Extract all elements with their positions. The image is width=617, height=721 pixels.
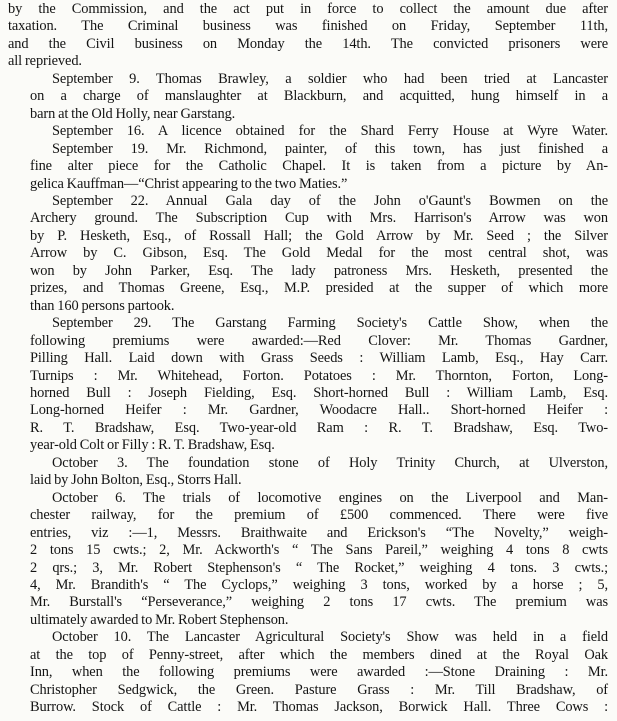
text-line: Arrow by C. Gibson, Esq. The Gold Medal for the most central shot, was — [30, 245, 608, 262]
text-line: on a charge of manslaughter at Blackburn, and acquitted, hung himself in a — [30, 88, 608, 105]
paragraph-september-22 — [8, 193, 608, 315]
text-column — [8, 1, 608, 717]
text-line: prizes, and Thomas Greene, Esq., M.P. presided at the supper of which more — [30, 280, 608, 297]
text-line: barn at the Old Holly, near Garstang. — [30, 105, 236, 122]
text-line: all reprieved. — [8, 53, 82, 70]
text-line: September 9. Thomas Brawley, a soldier who had been tried at Lancaster — [52, 70, 608, 87]
text-line: R. T. Bradshaw, Esq. Two-year-old Ram : R. T. Bradshaw, Esq. Two- — [30, 419, 608, 436]
text-line: fine alter piece for the Catholic Chapel. It is taken from a picture by An- — [30, 158, 608, 175]
paragraph-october-10 — [8, 629, 608, 716]
text-line: by the Commission, and the act put in force to collect the amount due after — [8, 1, 608, 17]
text-line: Burrow. Stock of Cattle : Mr. Thomas Jackson, Borwick Hall. Three Cows : — [30, 699, 608, 716]
text-line: September 16. A licence obtained for the Shard Ferry House at Wyre Water. — [52, 123, 608, 140]
text-line: and the Civil business on Monday the 14th. The convicted prisoners were — [8, 35, 608, 52]
paragraph-commission — [8, 1, 608, 71]
text-line: September 22. Annual Gala day of the John o'Gaunt's Bowmen on the — [52, 192, 608, 209]
text-line: following premiums were awarded:—Red Clover: Mr. Thomas Gardner, — [30, 332, 608, 349]
paragraph-september-29 — [8, 315, 608, 455]
text-line: October 10. The Lancaster Agricultural Society's Show was held in a field — [52, 629, 608, 646]
paragraph-september-16 — [8, 123, 608, 140]
text-line: won by John Parker, Esq. The lady patroness Mrs. Hesketh, presented the — [30, 262, 608, 279]
text-line: September 29. The Garstang Farming Society's Cattle Show, when the — [52, 315, 608, 332]
text-line: October 3. The foundation stone of Holy Trinity Church, at Ulverston, — [52, 454, 608, 471]
text-line: 2 tons 15 cwts.; 2, Mr. Ackworth's “ The Sans Pareil,” weighing 4 tons 8 cwts — [30, 542, 608, 559]
text-line: chester railway, for the premium of £500 commenced. There were five — [30, 507, 608, 524]
text-line: taxation. The Criminal business was finished on Friday, September 11th, — [8, 18, 608, 35]
paragraph-september-9 — [8, 71, 608, 123]
text-line: Inn, when the following premiums were awarded :—Stone Draining : Mr. — [30, 664, 608, 681]
text-line: Archery ground. The Subscription Cup with Mrs. Harrison's Arrow was won — [30, 210, 608, 227]
text-line: Turnips : Mr. Whitehead, Forton. Potatoes : Mr. Thornton, Forton, Long- — [30, 367, 608, 384]
text-line: 4, Mr. Brandith's “ The Cyclops,” weighing 3 tons, worked by a horse ; 5, — [30, 576, 608, 593]
text-line: laid by John Bolton, Esq., Storrs Hall. — [30, 472, 242, 489]
text-line: Pilling Hall. Laid down with Grass Seeds : William Lamb, Esq., Hay Carr. — [30, 350, 608, 367]
text-line: 2 qrs.; 3, Mr. Robert Stephenson's “ The Rocket,” weighing 4 tons. 3 cwts.; — [30, 559, 608, 576]
text-line: Mr. Burstall's “Perseverance,” weighing 2 tons 17 cwts. The premium was — [30, 594, 608, 611]
text-line: Long-horned Heifer : Mr. Gardner, Woodacre Hall.. Short-horned Heifer : — [30, 402, 608, 419]
text-line: horned Bull : Joseph Fielding, Esq. Short-horned Bull : William Lamb, Esq. — [30, 384, 608, 401]
paragraph-october-6 — [8, 490, 608, 630]
text-line: at the top of Penny-street, after which the members dined at the Royal Oak — [30, 646, 608, 663]
text-line: entries, viz :—1, Messrs. Braithwaite and Erickson's “The Novelty,” weigh- — [30, 524, 608, 541]
text-line: than 160 persons partook. — [30, 297, 175, 314]
text-line: ultimately awarded to Mr. Robert Stephenson. — [30, 611, 289, 628]
text-line: year-old Colt or Filly : R. T. Bradshaw, Esq. — [30, 437, 275, 454]
paragraph-september-19 — [8, 141, 608, 193]
paragraph-october-3 — [8, 455, 608, 490]
text-line: Christopher Sedgwick, the Green. Pasture Grass : Mr. Till Bradshaw, of — [30, 681, 608, 698]
text-line: September 19. Mr. Richmond, painter, of this town, has just finished a — [52, 140, 608, 157]
text-line: by P. Hesketh, Esq., of Rossall Hall; the Gold Arrow by Mr. Seed ; the Silver — [30, 227, 608, 244]
text-line: October 6. The trials of locomotive engines on the Liverpool and Man- — [52, 489, 608, 506]
text-line: gelica Kauffman—“Christ appearing to the two Maties.” — [30, 175, 348, 192]
